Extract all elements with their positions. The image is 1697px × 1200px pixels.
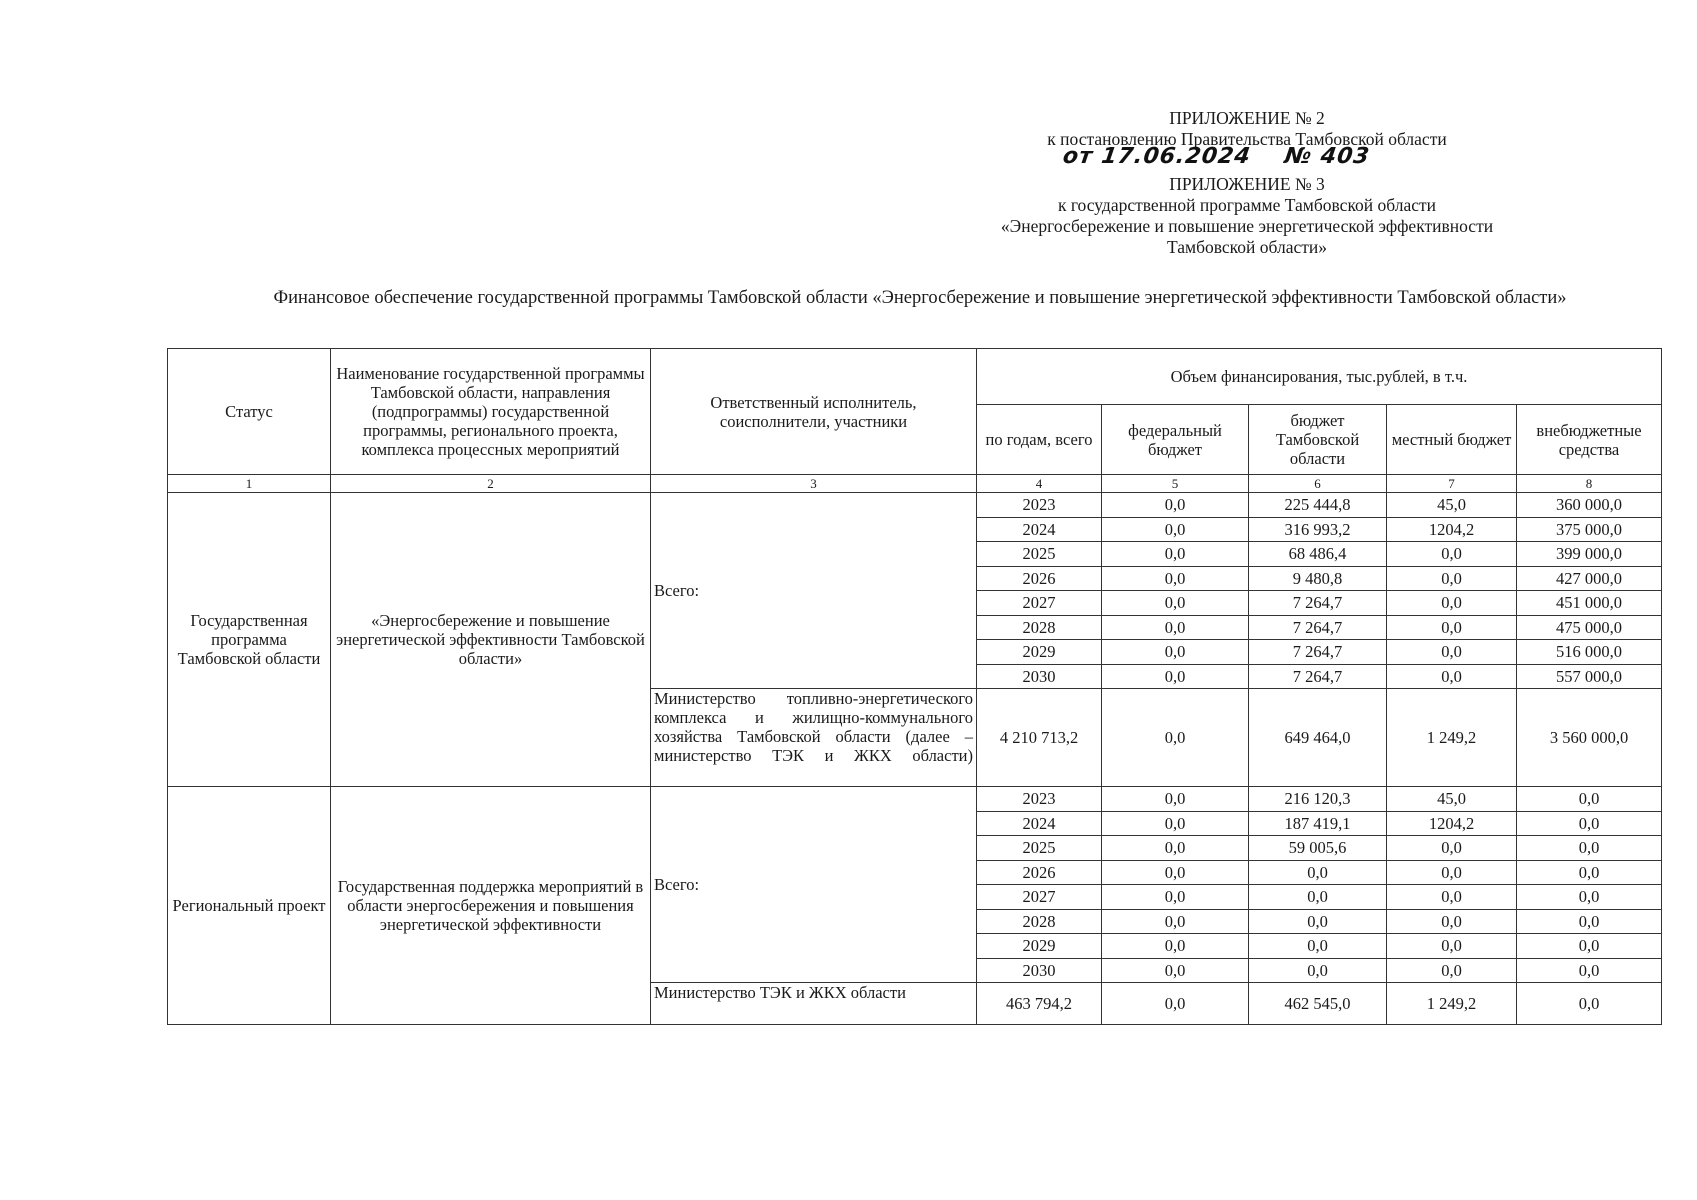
handwritten-decree-line: [967, 144, 1527, 174]
federal-cell: 0,0: [1102, 517, 1249, 542]
extra-cell: 399 000,0: [1517, 542, 1662, 567]
regional-cell: 68 486,4: [1249, 542, 1387, 567]
local-cell: 0,0: [1387, 615, 1517, 640]
local-cell: 0,0: [1387, 591, 1517, 616]
year-cell: 2027: [977, 885, 1102, 910]
year-cell: 2025: [977, 836, 1102, 861]
extra-cell: 451 000,0: [1517, 591, 1662, 616]
regional-cell: 0,0: [1249, 885, 1387, 910]
appendix-3-label: ПРИЛОЖЕНИЕ № 3: [1169, 174, 1325, 194]
total-cell: 463 794,2: [977, 983, 1102, 1025]
federal-cell: 0,0: [1102, 615, 1249, 640]
regional-cell: 0,0: [1249, 860, 1387, 885]
federal-cell: 0,0: [1102, 811, 1249, 836]
federal-cell: 0,0: [1102, 566, 1249, 591]
federal-cell: 0,0: [1102, 493, 1249, 518]
extra-cell: 0,0: [1517, 836, 1662, 861]
header-extra-budget: внебюджетные средства: [1517, 405, 1662, 475]
year-cell: 2025: [977, 542, 1102, 567]
regional-cell: 187 419,1: [1249, 811, 1387, 836]
regional-cell: 59 005,6: [1249, 836, 1387, 861]
header-status: Статус: [168, 349, 331, 475]
regional-cell: 7 264,7: [1249, 640, 1387, 665]
local-cell: 0,0: [1387, 885, 1517, 910]
extra-cell: 0,0: [1517, 909, 1662, 934]
regional-cell: 0,0: [1249, 934, 1387, 959]
header-funding-volume: Объем финансирования, тыс.рублей, в т.ч.: [977, 349, 1662, 405]
year-cell: 2029: [977, 640, 1102, 665]
regional-cell: 462 545,0: [1249, 983, 1387, 1025]
column-number-3: 3: [651, 475, 977, 493]
federal-cell: 0,0: [1102, 689, 1249, 787]
year-cell: 2024: [977, 517, 1102, 542]
column-number-5: 5: [1102, 475, 1249, 493]
program-reference-line-3: Тамбовской области»: [1166, 237, 1328, 257]
header-responsible: Ответственный исполнитель, соисполнители, участники: [651, 349, 977, 475]
federal-cell: 0,0: [1102, 909, 1249, 934]
column-number-4: 4: [977, 475, 1102, 493]
handwritten-date: от 17.06.2024: [1061, 144, 1253, 169]
local-cell: 1 249,2: [1387, 689, 1517, 787]
local-cell: 0,0: [1387, 934, 1517, 959]
column-number-8: 8: [1517, 475, 1662, 493]
year-cell: 2028: [977, 615, 1102, 640]
header-program-name: Наименование государственной программы Тамбовской области, направления (подпрограммы) государственной программы, регионального проекта, комплекса процессных мероприятий: [331, 349, 651, 475]
extra-cell: 3 560 000,0: [1517, 689, 1662, 787]
year-cell: 2030: [977, 664, 1102, 689]
table-row: [168, 787, 1662, 812]
regional-cell: 9 480,8: [1249, 566, 1387, 591]
table-row: [168, 493, 1662, 518]
section-program-name: «Энергосбережение и повышение энергетической эффективности Тамбовской области»: [331, 493, 651, 787]
header-local-budget: местный бюджет: [1387, 405, 1517, 475]
local-cell: 1204,2: [1387, 517, 1517, 542]
local-cell: 0,0: [1387, 836, 1517, 861]
regional-cell: 225 444,8: [1249, 493, 1387, 518]
local-cell: 0,0: [1387, 860, 1517, 885]
year-cell: 2023: [977, 787, 1102, 812]
extra-cell: 375 000,0: [1517, 517, 1662, 542]
extra-cell: 0,0: [1517, 787, 1662, 812]
column-numbers-row: [168, 475, 1662, 493]
document-title: Финансовое обеспечение государственной программы Тамбовской области «Энергосбережение и повышение энергетической эффективности Тамбовской области»: [273, 288, 1567, 308]
decree-reference: к постановлению Правительства Тамбовской области: [1047, 129, 1447, 149]
section-total-label: Всего:: [651, 787, 977, 983]
responsible-name: Министерство топливно-энергетического комплекса и жилищно-коммунального хозяйства Тамбовской области (далее – министерство ТЭК и ЖКХ области): [651, 689, 977, 787]
financing-table: [167, 348, 1662, 1025]
year-cell: 2026: [977, 566, 1102, 591]
extra-cell: 0,0: [1517, 983, 1662, 1025]
handwritten-number: № 403: [1282, 144, 1372, 169]
federal-cell: 0,0: [1102, 860, 1249, 885]
federal-cell: 0,0: [1102, 958, 1249, 983]
regional-cell: 316 993,2: [1249, 517, 1387, 542]
regional-cell: 7 264,7: [1249, 664, 1387, 689]
section-program-name: Государственная поддержка мероприятий в области энергосбережения и повышения энергетической эффективности: [331, 787, 651, 1025]
extra-cell: 0,0: [1517, 958, 1662, 983]
federal-cell: 0,0: [1102, 836, 1249, 861]
column-number-2: 2: [331, 475, 651, 493]
regional-cell: 0,0: [1249, 909, 1387, 934]
responsible-name: Министерство ТЭК и ЖКХ области: [651, 983, 977, 1025]
total-cell: 4 210 713,2: [977, 689, 1102, 787]
local-cell: 0,0: [1387, 664, 1517, 689]
local-cell: 0,0: [1387, 909, 1517, 934]
extra-cell: 360 000,0: [1517, 493, 1662, 518]
local-cell: 1 249,2: [1387, 983, 1517, 1025]
header-regional-budget: бюджет Тамбовской области: [1249, 405, 1387, 475]
section-total-label: Всего:: [651, 493, 977, 689]
federal-cell: 0,0: [1102, 787, 1249, 812]
year-cell: 2029: [977, 934, 1102, 959]
column-number-1: 1: [168, 475, 331, 493]
extra-cell: 0,0: [1517, 811, 1662, 836]
extra-cell: 475 000,0: [1517, 615, 1662, 640]
regional-cell: 0,0: [1249, 958, 1387, 983]
local-cell: 0,0: [1387, 566, 1517, 591]
federal-cell: 0,0: [1102, 640, 1249, 665]
extra-cell: 516 000,0: [1517, 640, 1662, 665]
year-cell: 2027: [977, 591, 1102, 616]
year-cell: 2024: [977, 811, 1102, 836]
header-by-years: по годам, всего: [977, 405, 1102, 475]
extra-cell: 557 000,0: [1517, 664, 1662, 689]
section-status: Государственная программа Тамбовской области: [168, 493, 331, 787]
extra-cell: 0,0: [1517, 860, 1662, 885]
program-reference-line-2: «Энергосбережение и повышение энергетической эффективности: [1000, 216, 1494, 236]
year-cell: 2023: [977, 493, 1102, 518]
federal-cell: 0,0: [1102, 542, 1249, 567]
column-number-6: 6: [1249, 475, 1387, 493]
local-cell: 1204,2: [1387, 811, 1517, 836]
federal-cell: 0,0: [1102, 591, 1249, 616]
regional-cell: 216 120,3: [1249, 787, 1387, 812]
federal-cell: 0,0: [1102, 885, 1249, 910]
regional-cell: 649 464,0: [1249, 689, 1387, 787]
appendix-header: [967, 108, 1527, 258]
handwritten-date-number: [1062, 146, 1372, 167]
year-cell: 2028: [977, 909, 1102, 934]
local-cell: 45,0: [1387, 787, 1517, 812]
column-number-7: 7: [1387, 475, 1517, 493]
federal-cell: 0,0: [1102, 934, 1249, 959]
extra-cell: 0,0: [1517, 885, 1662, 910]
local-cell: 45,0: [1387, 493, 1517, 518]
year-cell: 2026: [977, 860, 1102, 885]
appendix-2-label: ПРИЛОЖЕНИЕ № 2: [1169, 108, 1325, 128]
header-federal-budget: федеральный бюджет: [1102, 405, 1249, 475]
local-cell: 0,0: [1387, 640, 1517, 665]
regional-cell: 7 264,7: [1249, 615, 1387, 640]
federal-cell: 0,0: [1102, 664, 1249, 689]
year-cell: 2030: [977, 958, 1102, 983]
extra-cell: 0,0: [1517, 934, 1662, 959]
regional-cell: 7 264,7: [1249, 591, 1387, 616]
local-cell: 0,0: [1387, 542, 1517, 567]
program-reference-line-1: к государственной программе Тамбовской области: [1057, 195, 1437, 215]
section-status: Региональный проект: [168, 787, 331, 1025]
extra-cell: 427 000,0: [1517, 566, 1662, 591]
local-cell: 0,0: [1387, 958, 1517, 983]
federal-cell: 0,0: [1102, 983, 1249, 1025]
